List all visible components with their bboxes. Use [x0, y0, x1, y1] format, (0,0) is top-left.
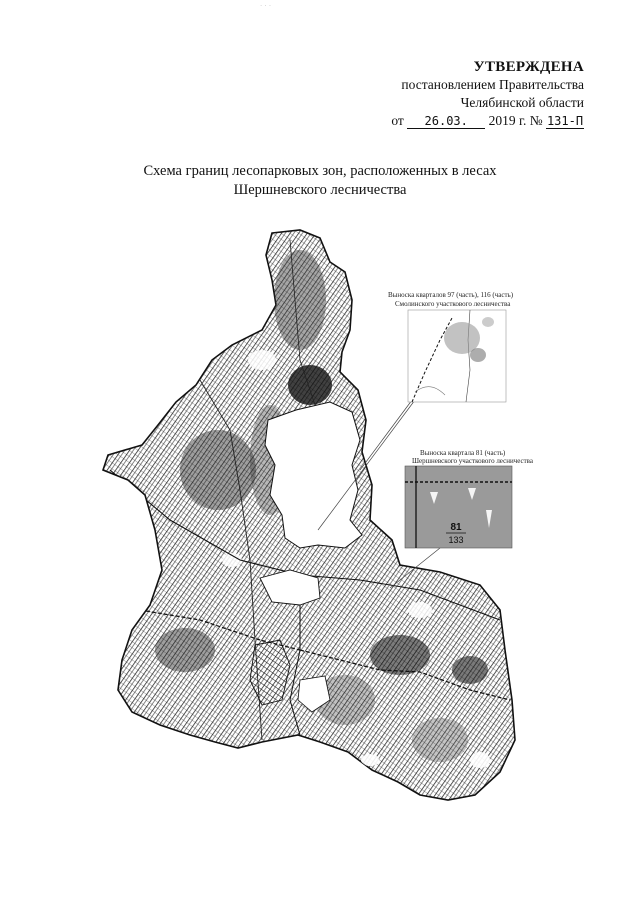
scan-artifact: · · · — [260, 2, 272, 10]
title-line-2: Шершневского лесничества — [233, 182, 407, 198]
approval-date: 26.03. — [407, 114, 485, 129]
approval-year: 2019 г. № — [488, 113, 543, 128]
callout-quarter-81 — [405, 449, 534, 548]
callout-2-line-1: Выноска квартала 81 (часть) — [420, 449, 506, 457]
leader-line-1b — [360, 392, 418, 470]
approval-number: 131-П — [546, 114, 584, 128]
callout-1-line-2: Смолинского участкового лесничества — [395, 300, 511, 308]
approval-line-2: Челябинской области — [460, 95, 584, 110]
quarter-number: 81 — [450, 522, 462, 533]
approval-prefix: от — [391, 113, 404, 128]
callout-1-line-1: Выноска кварталов 97 (часть), 116 (часть) — [388, 291, 514, 299]
title-line-1: Схема границ лесопарковых зон, расположенных в лесах — [143, 163, 497, 179]
area-number: 133 — [448, 535, 464, 545]
approval-line-1: постановлением Правительства — [401, 77, 584, 92]
callout-2-line-2: Шершневского участкового лесничества — [412, 457, 533, 465]
approval-heading: УТВЕРЖДЕНА — [473, 59, 584, 75]
callout-quarters-97-116 — [388, 291, 514, 402]
